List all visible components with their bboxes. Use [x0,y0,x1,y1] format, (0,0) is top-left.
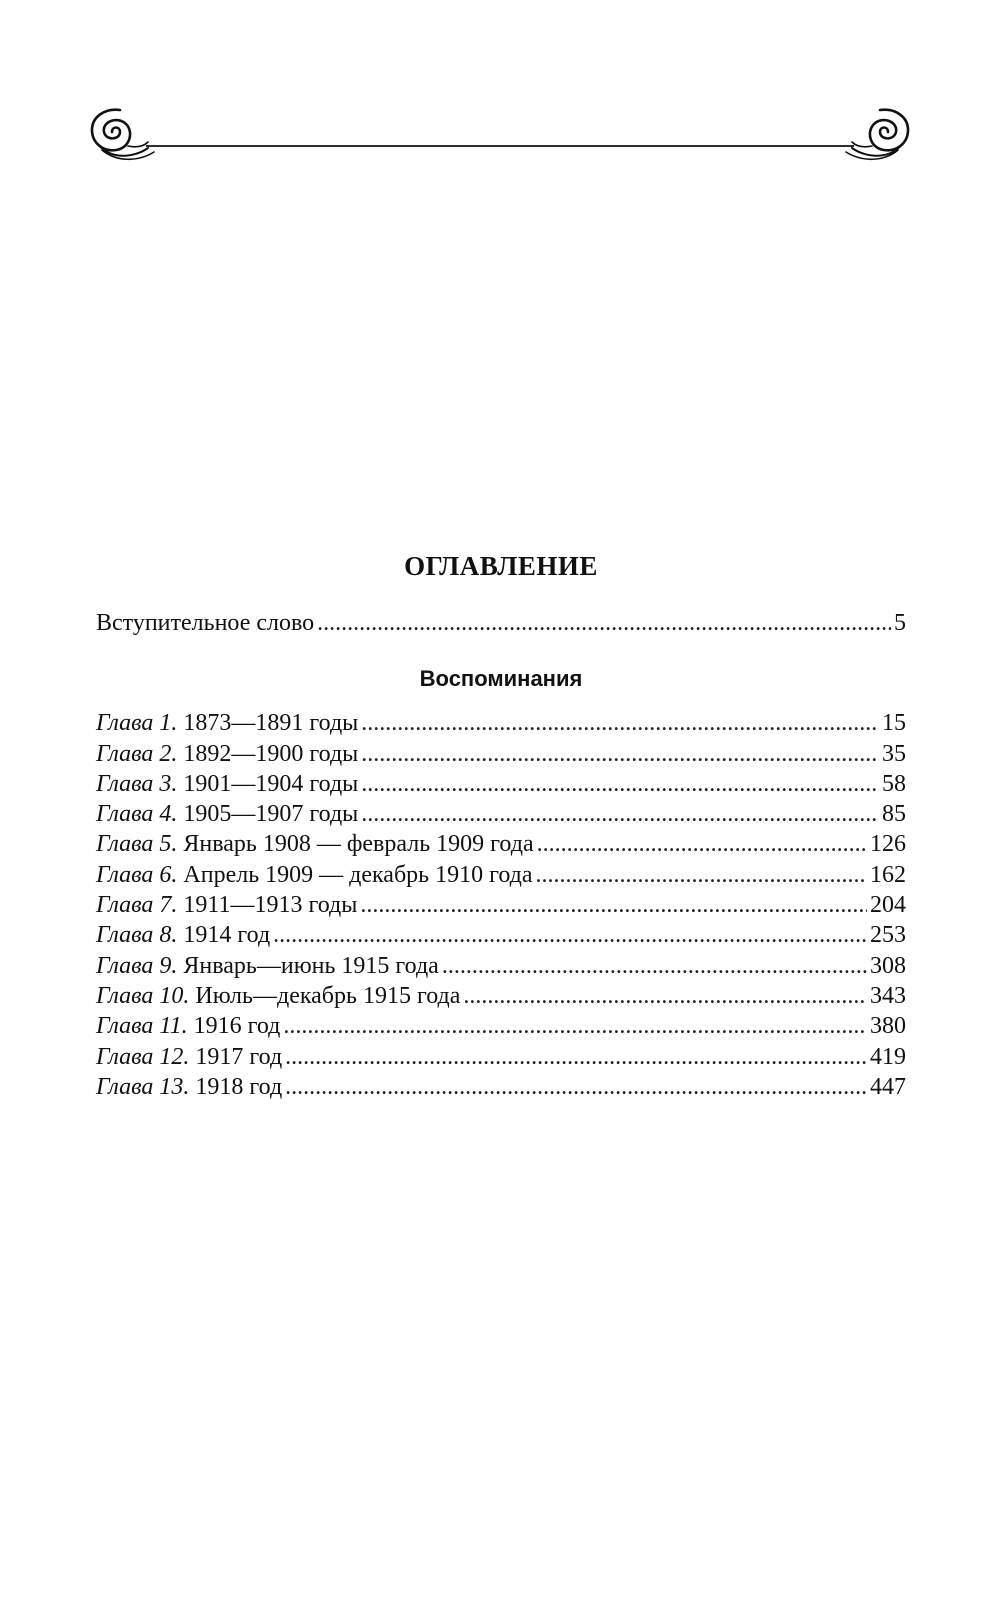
toc-entry-chapter-2[interactable] [96,739,906,769]
chapter-page: 35 [882,740,906,767]
chapter-title: 1916 год [193,1013,281,1040]
chapter-title: 1892—1900 годы [183,740,359,767]
chapter-title: Январь 1908 — февраль 1909 года [183,831,534,858]
chapter-title: 1914 год [183,922,271,949]
chapter-prefix: Глава 11. [96,1013,188,1040]
chapter-page: 343 [870,982,906,1009]
toc-entry-chapter-10[interactable] [96,981,906,1011]
chapter-prefix: Глава 3. [96,770,178,797]
chapter-prefix: Глава 10. [96,982,190,1009]
toc-entry-chapter-7[interactable] [96,890,906,920]
chapter-prefix: Глава 1. [96,710,178,737]
toc-entry-chapter-12[interactable] [96,1042,906,1072]
chapter-title: 1901—1904 годы [183,770,359,797]
toc-entry-page: 5 [894,610,906,636]
toc-entry-chapter-3[interactable] [96,769,906,799]
chapter-prefix: Глава 2. [96,740,178,767]
spiral-flourish-left-icon [92,110,154,160]
chapter-prefix: Глава 5. [96,831,178,858]
chapter-prefix: Глава 13. [96,1073,190,1100]
chapter-title: 1873—1891 годы [183,710,359,737]
chapter-prefix: Глава 12. [96,1043,190,1070]
chapter-title: 1911—1913 годы [183,892,358,919]
toc-entry-chapter-6[interactable] [96,860,906,890]
chapter-title: 1918 год [195,1073,283,1100]
chapter-title: 1905—1907 годы [183,801,359,828]
dot-leader [537,829,867,859]
chapter-title: Январь—июнь 1915 года [183,952,439,979]
spiral-flourish-right-icon [846,110,908,160]
header-ornament [88,104,912,166]
chapter-page: 380 [870,1013,906,1040]
chapter-page: 162 [870,861,906,888]
chapter-list [96,708,906,1102]
dot-leader [360,890,867,920]
dot-leader [361,769,879,799]
dot-leader [361,799,879,829]
toc-entry-label: Вступительное слово [96,610,315,636]
chapter-title: Апрель 1909 — декабрь 1910 года [183,861,533,888]
dot-leader [285,1042,867,1072]
chapter-page: 85 [882,801,906,828]
chapter-prefix: Глава 4. [96,801,178,828]
chapter-title: Июль—декабрь 1915 года [195,982,461,1009]
toc-entry-chapter-11[interactable] [96,1011,906,1041]
chapter-page: 126 [870,831,906,858]
table-of-contents [96,548,906,1102]
chapter-page: 253 [870,922,906,949]
dot-leader [285,1072,867,1102]
chapter-page: 15 [882,710,906,737]
chapter-prefix: Глава 8. [96,922,178,949]
chapter-title: 1917 год [195,1043,283,1070]
page-title: ОГЛАВЛЕНИЕ [404,551,598,581]
dot-leader [536,860,867,890]
dot-leader [463,981,867,1011]
chapter-page: 204 [870,892,906,919]
toc-entry-chapter-8[interactable] [96,920,906,950]
toc-entry-chapter-5[interactable] [96,829,906,859]
toc-entry-intro[interactable] [96,608,906,638]
chapter-prefix: Глава 6. [96,861,178,888]
dot-leader [273,920,867,950]
chapter-page: 419 [870,1043,906,1070]
dot-leader [317,608,891,638]
dot-leader [283,1011,867,1041]
section-title: Воспоминания [419,666,583,692]
dot-leader [361,739,879,769]
chapter-page: 447 [870,1073,906,1100]
chapter-page: 308 [870,952,906,979]
toc-entry-chapter-4[interactable] [96,799,906,829]
chapter-page: 58 [882,770,906,797]
dot-leader [442,951,867,981]
toc-entry-chapter-1[interactable] [96,708,906,738]
toc-entry-chapter-13[interactable] [96,1072,906,1102]
chapter-prefix: Глава 9. [96,952,178,979]
toc-entry-chapter-9[interactable] [96,951,906,981]
chapter-prefix: Глава 7. [96,892,178,919]
dot-leader [361,708,879,738]
